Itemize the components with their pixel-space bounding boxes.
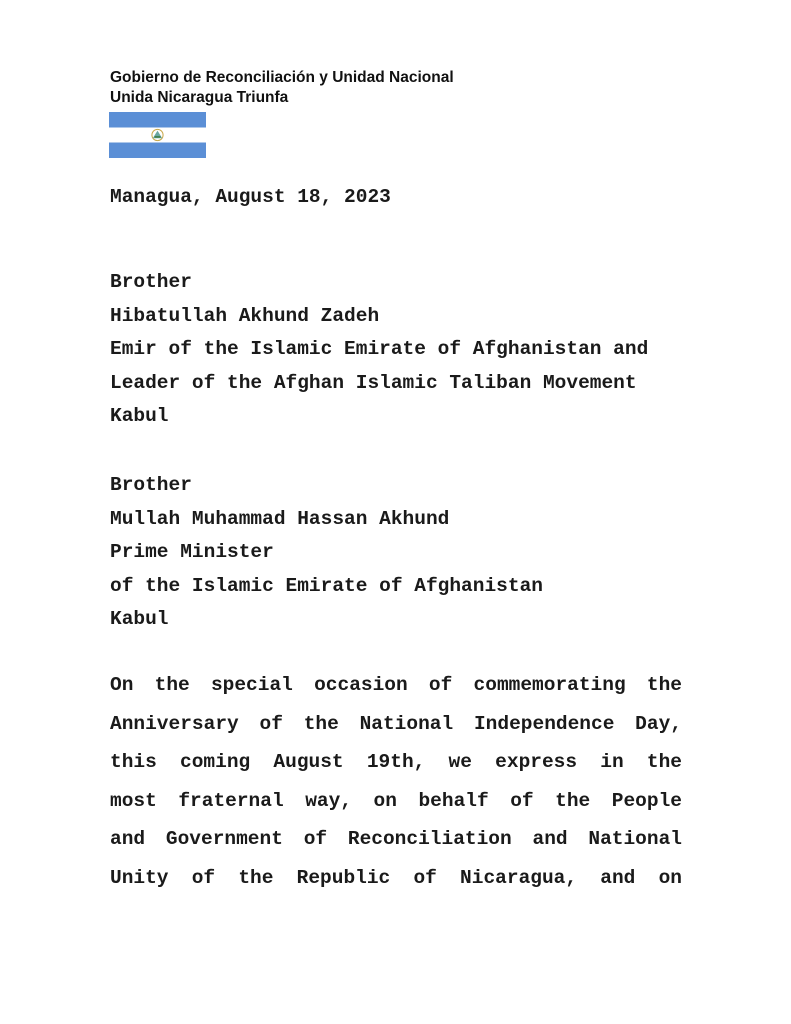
- recipient-title: Emir of the Islamic Emirate of Afghanistan and: [110, 338, 649, 361]
- recipient-block-emir: [110, 266, 648, 434]
- recipient-city: Kabul: [110, 608, 169, 631]
- letter-date: Managua, August 18, 2023: [110, 186, 391, 208]
- body-line: Anniversary of the National Independence Day,: [110, 712, 682, 735]
- body-line: Unity of the Republic of Nicaragua, and on: [110, 866, 682, 889]
- letterhead-government-name: Gobierno de Reconciliación y Unidad Nacional: [110, 69, 454, 86]
- recipient-title-continued: of the Islamic Emirate of Afghanistan: [110, 574, 543, 597]
- recipient-salutation: Brother: [110, 271, 192, 293]
- letterhead: [110, 68, 454, 108]
- recipient-name: Hibatullah Akhund Zadeh: [110, 304, 380, 327]
- body-line: On the special occasion of commemorating the: [110, 674, 682, 696]
- body-line: this coming August 19th, we express in the: [110, 751, 682, 773]
- flag-top-stripe: [109, 112, 206, 128]
- letterhead-slogan: Unida Nicaragua Triunfa: [110, 89, 289, 106]
- recipient-city: Kabul: [110, 405, 169, 428]
- recipient-block-prime-minister: [110, 469, 543, 637]
- letter-body: [110, 666, 682, 897]
- recipient-name: Mullah Muhammad Hassan Akhund: [110, 507, 450, 530]
- recipient-title: Prime Minister: [110, 541, 274, 564]
- flag-bottom-stripe: [109, 143, 206, 159]
- recipient-title-continued: Leader of the Afghan Islamic Taliban Movement: [110, 371, 637, 394]
- body-line: most fraternal way, on behalf of the People: [110, 789, 682, 812]
- body-line: and Government of Reconciliation and National: [110, 828, 682, 850]
- nicaragua-flag-icon: [109, 112, 206, 158]
- recipient-salutation: Brother: [110, 474, 192, 496]
